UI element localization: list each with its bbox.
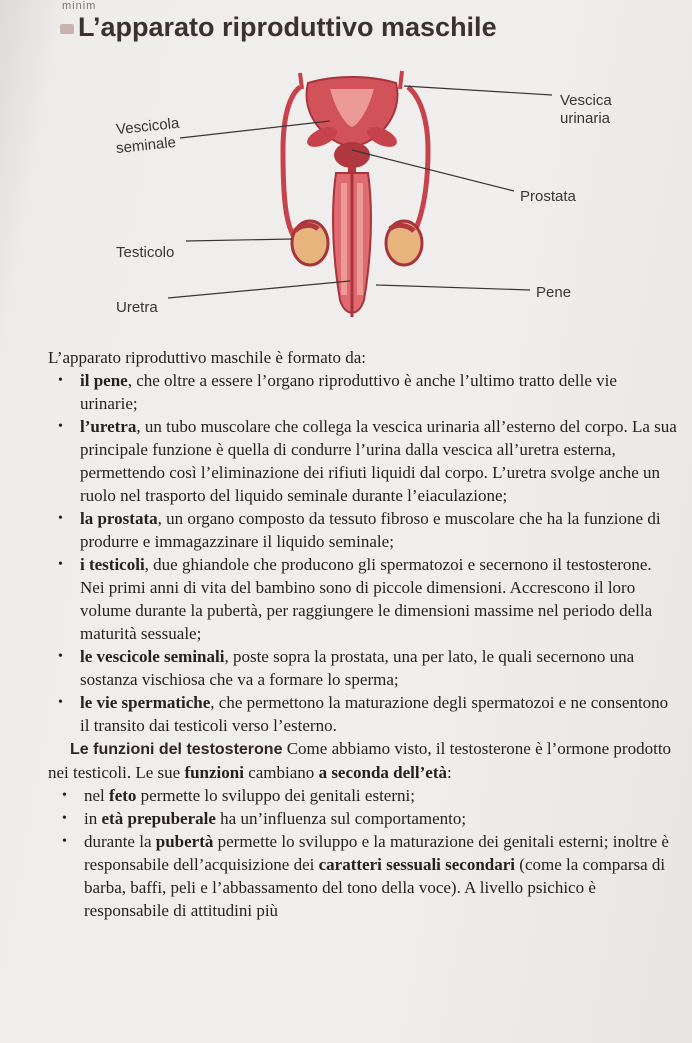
intro-paragraph: L’apparato riproduttivo maschile è formato da: xyxy=(48,348,367,367)
list-item xyxy=(48,415,678,507)
organ-list xyxy=(48,369,678,737)
term-uretra: l’uretra xyxy=(80,417,137,436)
section-text-2: cambiano xyxy=(243,763,319,782)
page-title xyxy=(60,12,497,43)
item-text: , un tubo muscolare che collega la vescica urinaria all’esterno del corpo. La sua principale funzione è quella di condurre l’urina dalla vescica all’uretra esterna, permettendo così l’eliminazione dei rifiuti liquidi dal corpo. L’uretra svolge anche un ruolo nel trasporto del liquido seminale durante l’eiaculazione; xyxy=(80,417,677,505)
term-pene: il pene xyxy=(80,371,128,390)
item-pre: nel xyxy=(84,786,110,805)
section-bold-2: a seconda dell’età xyxy=(318,763,447,782)
left-vas-deferens xyxy=(283,87,300,240)
right-ureter xyxy=(400,71,402,89)
item-post: permette lo sviluppo e la maturazione dei genitali esterni; inoltre è responsabile dell’acquisizione dei xyxy=(84,832,669,874)
left-ureter xyxy=(300,73,302,89)
item-text: , poste sopra la prostata, una per lato, le quali secernono una sostanza vischiosa che va a formare lo sperma; xyxy=(80,647,635,689)
title-marker-icon xyxy=(60,24,74,34)
item-bold-2: caratteri sessuali secondari xyxy=(318,855,516,874)
list-item xyxy=(48,830,678,922)
item-post: ha un’influenza sul comportamento; xyxy=(215,809,467,828)
section-heading: Le funzioni del testosterone xyxy=(70,741,283,758)
urethra-upper xyxy=(348,160,356,174)
label-vescica: Vescica xyxy=(560,92,612,109)
list-item xyxy=(48,807,678,830)
body-text xyxy=(48,346,678,922)
item-bold: pubertà xyxy=(155,832,214,851)
leader-vescica xyxy=(404,86,552,95)
item-post: permette lo sviluppo dei genitali esterni; xyxy=(136,786,415,805)
item-bold: feto xyxy=(109,786,137,805)
item-pre: durante la xyxy=(84,832,156,851)
section-text-1: Come abbiamo visto, il testosterone è l’ormone prodotto nei testicoli. Le sue xyxy=(48,739,672,782)
list-item xyxy=(48,784,678,807)
list-item xyxy=(48,369,678,415)
item-post-2: (come la comparsa di barba, baffi, peli e l’abbassamento del tono della voce). A livello psichico è responsabile di attitudini più xyxy=(84,855,666,920)
item-text: , due ghiandole che producono gli spermatozoi e secernono il testosterone. Nei primi anni di vita del bambino sono di piccole dimensioni. Accrescono il loro volume durante la pubertà, per raggiungere le dimensioni massime nel periodo della maturità sessuale; xyxy=(80,555,653,643)
label-pene: Pene xyxy=(536,284,572,301)
list-item xyxy=(48,507,678,553)
term-vie-spermatiche: le vie spermatiche xyxy=(80,693,211,712)
leader-uretra xyxy=(168,281,350,298)
leader-testicolo xyxy=(186,239,292,241)
right-vas-deferens xyxy=(408,87,428,240)
page-top-mark: minim xyxy=(62,0,97,12)
age-function-list xyxy=(48,784,678,922)
item-text: , che oltre a essere l’organo riproduttivo è anche l’ultimo tratto delle vie urinarie; xyxy=(80,371,617,413)
list-item xyxy=(48,645,678,691)
testosterone-section xyxy=(48,737,678,784)
section-bold-1: funzioni xyxy=(184,763,244,782)
item-text: , che permettono la maturazione degli spermatozoi e ne consentono il transito dai testicoli verso l’esterno. xyxy=(80,693,669,735)
label-vescicola: Vescicola xyxy=(115,114,181,139)
term-testicoli: i testicoli xyxy=(80,555,145,574)
label-uretra: Uretra xyxy=(116,299,158,316)
label-testicolo: Testicolo xyxy=(116,244,175,261)
term-vescicole: le vescicole seminali xyxy=(80,647,225,666)
section-text-3: : xyxy=(447,763,452,782)
leader-vescicola xyxy=(180,121,330,138)
term-prostata: la prostata xyxy=(80,509,158,528)
list-item xyxy=(48,691,678,737)
page-title-text: L’apparato riproduttivo maschile xyxy=(78,12,497,42)
item-bold: età prepuberale xyxy=(101,809,216,828)
label-urinaria: urinaria xyxy=(560,110,611,127)
leader-pene xyxy=(376,285,530,290)
label-prostata: Prostata xyxy=(520,188,576,205)
item-text: , un organo composto da tessuto fibroso e muscolare che ha la funzione di produrre e immagazzinare il liquido seminale; xyxy=(80,509,661,551)
label-seminale: seminale xyxy=(115,133,177,158)
item-pre: in xyxy=(84,809,102,828)
list-item xyxy=(48,553,678,645)
reproductive-system-diagram xyxy=(0,55,692,345)
leader-prostata xyxy=(352,150,514,191)
